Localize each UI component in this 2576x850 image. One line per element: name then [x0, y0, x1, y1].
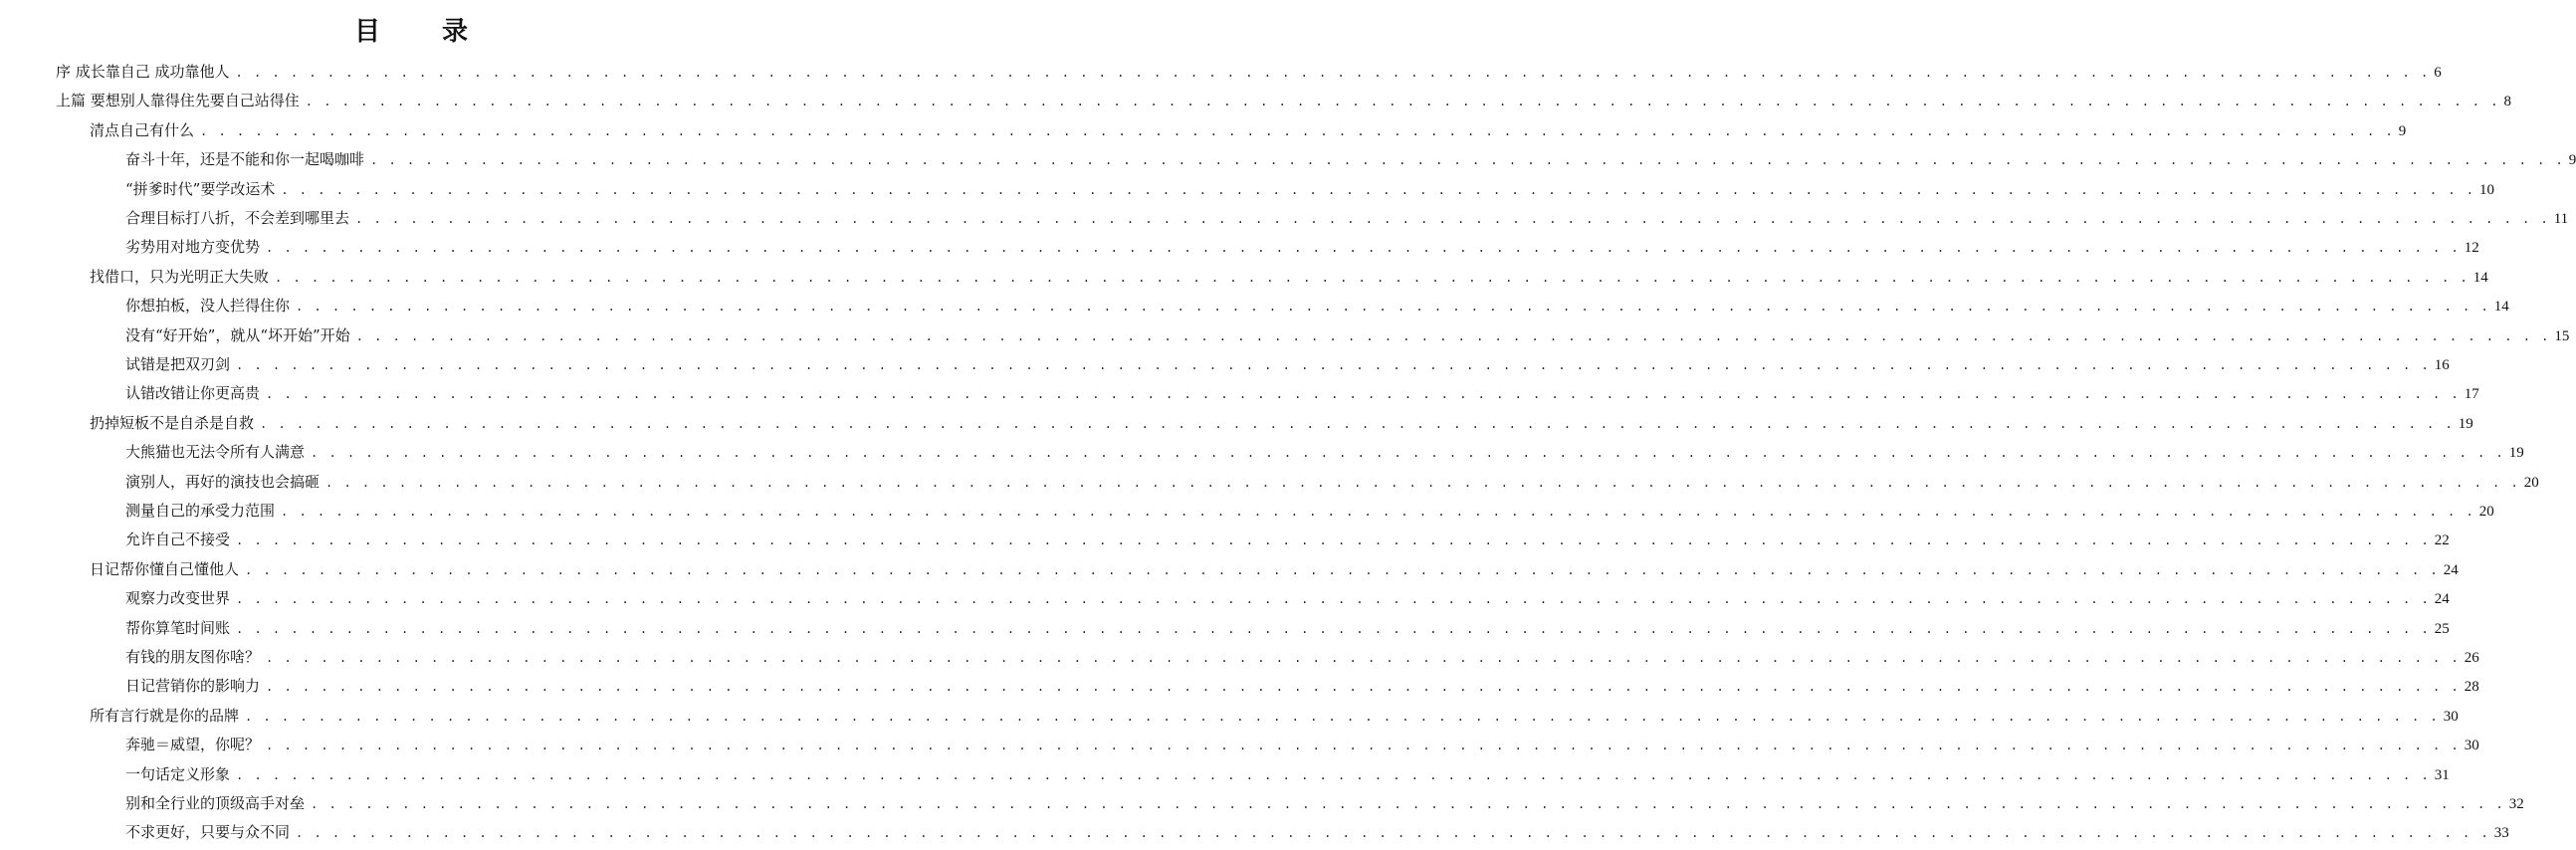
dot-leader: . . . . . . . . . . . . . . . . . . . . . . . . . . . . . . . . . . . . . . . . . . . . . . . . . . . . . . . . . . . . . . . . . . . . . . . . . . . . . . . . . . . . . . . . . . . . . . . . . . . . . . . . . . . . . . . . . . . . . . . .: [355, 212, 2550, 226]
toc-entry-title: 允许自己不接受: [125, 531, 231, 549]
toc-entry-page-number: 31: [2434, 766, 2450, 783]
toc-entry-title: 认错改错让你更高贵: [125, 384, 261, 403]
toc-entry-title: 不求更好，只要与众不同: [125, 823, 291, 842]
toc-entry-page-number: 32: [2508, 796, 2524, 812]
toc-entry-page-number: 19: [2458, 415, 2473, 432]
toc-entry-page-number: 33: [2493, 825, 2509, 842]
toc-entry[interactable]: [125, 789, 2524, 818]
toc-entry[interactable]: [125, 526, 2450, 554]
toc-entry-title: 别和全行业的顶级高手对垒: [125, 794, 306, 812]
toc-entry[interactable]: [56, 58, 2442, 87]
toc-entry-title: 奔驰＝威望，你呢？: [125, 736, 261, 754]
toc-entry-title: 大熊猫也无法令所有人满意: [125, 443, 306, 462]
toc-entry[interactable]: [125, 584, 2450, 613]
toc-entry-title: 试错是把双刃剑: [125, 355, 231, 373]
toc-entry-title: 找借口，只为光明正大失败: [90, 267, 270, 286]
toc-entry-title: 合理目标打八折，不会差到哪里去: [125, 209, 350, 227]
dot-leader: . . . . . . . . . . . . . . . . . . . . . . . . . . . . . . . . . . . . . . . . . . . . . . . . . . . . . . . . . . . . . . . . . . . . . . . . . . . . . . . . . . . . . . . . . . . . . . . . . . . . . . . . . . . . . . . . . . . . . . . .: [236, 358, 2431, 372]
toc-entry-title: 所有言行就是你的品牌: [90, 706, 240, 725]
toc-entry-page-number: 22: [2434, 532, 2450, 549]
toc-entry-title: 有钱的朋友图你啥？: [125, 648, 261, 666]
toc-entry-page-number: 24: [2443, 561, 2459, 578]
dot-leader: . . . . . . . . . . . . . . . . . . . . . . . . . . . . . . . . . . . . . . . . . . . . . . . . . . . . . . . . . . . . . . . . . . . . . . . . . . . . . . . . . . . . . . . . . . . . . . . . . . . . . . . . . . . . . . . . . . . . . . . .: [260, 416, 2455, 431]
toc-entry-title: 序 成长靠自己 成功靠他人: [56, 63, 230, 81]
dot-leader: . . . . . . . . . . . . . . . . . . . . . . . . . . . . . . . . . . . . . . . . . . . . . . . . . . . . . . . . . . . . . . . . . . . . . . . . . . . . . . . . . . . . . . . . . . . . . . . . . . . . . . . . . . . . . . . . . . . . . . . .: [245, 562, 2440, 577]
toc-entry-title: 演别人，再好的演技也会搞砸: [125, 472, 321, 491]
toc-entry[interactable]: [125, 204, 2569, 233]
dot-leader: . . . . . . . . . . . . . . . . . . . . . . . . . . . . . . . . . . . . . . . . . . . . . . . . . . . . . . . . . . . . . . . . . . . . . . . . . . . . . . . . . . . . . . . . . . . . . . . . . . . . . . . . . . . . . . . . . . . . . . . .: [296, 826, 2490, 841]
toc-entry[interactable]: [125, 731, 2479, 759]
dot-leader: . . . . . . . . . . . . . . . . . . . . . . . . . . . . . . . . . . . . . . . . . . . . . . . . . . . . . . . . . . . . . . . . . . . . . . . . . . . . . . . . . . . . . . . . . . . . . . . . . . . . . . . . . . . . . . . . . . . . . . . .: [266, 387, 2461, 402]
toc-entry-title: 奋斗十年，还是不能和你一起喝咖啡: [125, 150, 365, 169]
toc-entry[interactable]: [125, 145, 2576, 174]
dot-leader: . . . . . . . . . . . . . . . . . . . . . . . . . . . . . . . . . . . . . . . . . . . . . . . . . . . . . . . . . . . . . . . . . . . . . . . . . . . . . . . . . . . . . . . . . . . . . . . . . . . . . . . . . . . . . . . . . . . . . . . .: [355, 328, 2551, 343]
toc-entry-page-number: 9: [2568, 152, 2576, 169]
toc-entry-page-number: 25: [2434, 620, 2450, 637]
toc-entry-page-number: 14: [2493, 299, 2509, 316]
toc-entry[interactable]: [90, 116, 2407, 145]
toc-entry[interactable]: [125, 233, 2479, 262]
dot-leader: . . . . . . . . . . . . . . . . . . . . . . . . . . . . . . . . . . . . . . . . . . . . . . . . . . . . . . . . . . . . . . . . . . . . . . . . . . . . . . . . . . . . . . . . . . . . . . . . . . . . . . . . . . . . . . . . . . . . . . . .: [266, 241, 2461, 256]
dot-leader: . . . . . . . . . . . . . . . . . . . . . . . . . . . . . . . . . . . . . . . . . . . . . . . . . . . . . . . . . . . . . . . . . . . . . . . . . . . . . . . . . . . . . . . . . . . . . . . . . . . . . . . . . . . . . . . . . . . . . . . .: [305, 95, 2500, 109]
toc-entry-page-number: 30: [2443, 708, 2459, 725]
toc-entry-page-number: 30: [2464, 738, 2479, 754]
toc-entry-page-number: 11: [2553, 211, 2569, 227]
toc-entry[interactable]: [125, 321, 2570, 350]
dot-leader: . . . . . . . . . . . . . . . . . . . . . . . . . . . . . . . . . . . . . . . . . . . . . . . . . . . . . . . . . . . . . . . . . . . . . . . . . . . . . . . . . . . . . . . . . . . . . . . . . . . . . . . . . . . . . . . . . . . . . . . .: [236, 767, 2431, 782]
toc-entry[interactable]: [125, 760, 2450, 789]
toc-entry-page-number: 16: [2434, 357, 2450, 373]
toc-entry[interactable]: [125, 438, 2524, 467]
dot-leader: . . . . . . . . . . . . . . . . . . . . . . . . . . . . . . . . . . . . . . . . . . . . . . . . . . . . . . . . . . . . . . . . . . . . . . . . . . . . . . . . . . . . . . . . . . . . . . . . . . . . . . . . . . . . . . . . . . . . . . . .: [296, 300, 2490, 315]
toc-entry-page-number: 24: [2434, 591, 2450, 608]
toc-entry[interactable]: [125, 379, 2479, 408]
toc-entry[interactable]: [125, 350, 2450, 379]
toc-entry-page-number: 12: [2464, 240, 2479, 257]
page-title: 目 录: [353, 17, 486, 47]
toc-entry-page-number: 26: [2464, 650, 2479, 666]
toc-entry[interactable]: [125, 643, 2479, 672]
toc-entry-page-number: 9: [2398, 122, 2407, 139]
dot-leader: . . . . . . . . . . . . . . . . . . . . . . . . . . . . . . . . . . . . . . . . . . . . . . . . . . . . . . . . . . . . . . . . . . . . . . . . . . . . . . . . . . . . . . . . . . . . . . . . . . . . . . . . . . . . . . . . . . . . . . . .: [311, 797, 2505, 811]
toc-entry-title: 扔掉短板不是自杀是自救: [90, 413, 255, 432]
toc-entry-page-number: 10: [2479, 181, 2495, 198]
dot-leader: . . . . . . . . . . . . . . . . . . . . . . . . . . . . . . . . . . . . . . . . . . . . . . . . . . . . . . . . . . . . . . . . . . . . . . . . . . . . . . . . . . . . . . . . . . . . . . . . . . . . . . . . . . . . . . . . . . . . . . . .: [266, 680, 2461, 695]
toc-entry[interactable]: [125, 818, 2509, 847]
toc-entry[interactable]: [125, 468, 2539, 497]
toc-entry-title: “拼爹时代”要学改运术: [125, 179, 276, 198]
toc-entry[interactable]: [90, 702, 2459, 731]
dot-leader: . . . . . . . . . . . . . . . . . . . . . . . . . . . . . . . . . . . . . . . . . . . . . . . . . . . . . . . . . . . . . . . . . . . . . . . . . . . . . . . . . . . . . . . . . . . . . . . . . . . . . . . . . . . . . . . . . . . . . . . .: [245, 709, 2440, 724]
toc-entry-title: 你想拍板，没人拦得住你: [125, 297, 291, 316]
toc-entry-title: 测量自己的承受力范围: [125, 502, 276, 520]
toc-entry-title: 没有“好开始”，就从“坏开始”开始: [125, 325, 350, 344]
toc-entry[interactable]: [125, 292, 2509, 320]
dot-leader: . . . . . . . . . . . . . . . . . . . . . . . . . . . . . . . . . . . . . . . . . . . . . . . . . . . . . . . . . . . . . . . . . . . . . . . . . . . . . . . . . . . . . . . . . . . . . . . . . . . . . . . . . . . . . . . . . . . . . . . .: [236, 533, 2431, 548]
dot-leader: . . . . . . . . . . . . . . . . . . . . . . . . . . . . . . . . . . . . . . . . . . . . . . . . . . . . . . . . . . . . . . . . . . . . . . . . . . . . . . . . . . . . . . . . . . . . . . . . . . . . . . . . . . . . . . . . . . . . . . . .: [275, 270, 2469, 285]
dot-leader: . . . . . . . . . . . . . . . . . . . . . . . . . . . . . . . . . . . . . . . . . . . . . . . . . . . . . . . . . . . . . . . . . . . . . . . . . . . . . . . . . . . . . . . . . . . . . . . . . . . . . . . . . . . . . . . . . . . . . . . .: [235, 66, 2431, 80]
toc-entry-title: 观察力改变世界: [125, 589, 231, 608]
toc-entry-page-number: 14: [2472, 269, 2488, 286]
toc-entry-page-number: 20: [2478, 504, 2494, 520]
dot-leader: . . . . . . . . . . . . . . . . . . . . . . . . . . . . . . . . . . . . . . . . . . . . . . . . . . . . . . . . . . . . . . . . . . . . . . . . . . . . . . . . . . . . . . . . . . . . . . . . . . . . . . . . . . . . . . . . . . . . . . . .: [236, 621, 2431, 636]
toc-entry-page-number: 17: [2464, 386, 2479, 403]
dot-leader: . . . . . . . . . . . . . . . . . . . . . . . . . . . . . . . . . . . . . . . . . . . . . . . . . . . . . . . . . . . . . . . . . . . . . . . . . . . . . . . . . . . . . . . . . . . . . . . . . . . . . . . . . . . . . . . . . . . . . . . .: [236, 592, 2431, 607]
toc-entry[interactable]: [90, 409, 2473, 438]
toc-entry[interactable]: [125, 672, 2479, 701]
toc-entry-page-number: 20: [2523, 474, 2539, 491]
toc-entry-page-number: 8: [2503, 94, 2511, 110]
dot-leader: . . . . . . . . . . . . . . . . . . . . . . . . . . . . . . . . . . . . . . . . . . . . . . . . . . . . . . . . . . . . . . . . . . . . . . . . . . . . . . . . . . . . . . . . . . . . . . . . . . . . . . . . . . . . . . . . . . . . . . . .: [370, 153, 2565, 168]
dot-leader: . . . . . . . . . . . . . . . . . . . . . . . . . . . . . . . . . . . . . . . . . . . . . . . . . . . . . . . . . . . . . . . . . . . . . . . . . . . . . . . . . . . . . . . . . . . . . . . . . . . . . . . . . . . . . . . . . . . . . . . .: [266, 651, 2461, 665]
toc-entry[interactable]: [125, 497, 2494, 526]
toc-entry[interactable]: [125, 614, 2450, 643]
toc-entry-title: 清点自己有什么: [90, 120, 195, 139]
toc-entry[interactable]: [90, 555, 2459, 584]
toc-entry[interactable]: [125, 175, 2495, 204]
dot-leader: . . . . . . . . . . . . . . . . . . . . . . . . . . . . . . . . . . . . . . . . . . . . . . . . . . . . . . . . . . . . . . . . . . . . . . . . . . . . . . . . . . . . . . . . . . . . . . . . . . . . . . . . . . . . . . . . . . . . . . . .: [311, 446, 2505, 461]
toc-entry-title: 一句话定义形象: [125, 764, 231, 783]
dot-leader: . . . . . . . . . . . . . . . . . . . . . . . . . . . . . . . . . . . . . . . . . . . . . . . . . . . . . . . . . . . . . . . . . . . . . . . . . . . . . . . . . . . . . . . . . . . . . . . . . . . . . . . . . . . . . . . . . . . . . . . .: [281, 182, 2476, 197]
toc-entry-title: 帮你算笔时间账: [125, 618, 231, 637]
toc-entry-title: 上篇 要想别人靠得住先要自己站得住: [56, 92, 300, 110]
dot-leader: . . . . . . . . . . . . . . . . . . . . . . . . . . . . . . . . . . . . . . . . . . . . . . . . . . . . . . . . . . . . . . . . . . . . . . . . . . . . . . . . . . . . . . . . . . . . . . . . . . . . . . . . . . . . . . . . . . . . . . . .: [281, 505, 2475, 519]
toc-entry-title: 日记营销你的影响力: [125, 677, 261, 696]
dot-leader: . . . . . . . . . . . . . . . . . . . . . . . . . . . . . . . . . . . . . . . . . . . . . . . . . . . . . . . . . . . . . . . . . . . . . . . . . . . . . . . . . . . . . . . . . . . . . . . . . . . . . . . . . . . . . . . . . . . . . . . .: [266, 739, 2461, 753]
dot-leader: . . . . . . . . . . . . . . . . . . . . . . . . . . . . . . . . . . . . . . . . . . . . . . . . . . . . . . . . . . . . . . . . . . . . . . . . . . . . . . . . . . . . . . . . . . . . . . . . . . . . . . . . . . . . . . . . . . . . . . . .: [325, 475, 2520, 490]
dot-leader: . . . . . . . . . . . . . . . . . . . . . . . . . . . . . . . . . . . . . . . . . . . . . . . . . . . . . . . . . . . . . . . . . . . . . . . . . . . . . . . . . . . . . . . . . . . . . . . . . . . . . . . . . . . . . . . . . . . . . . . .: [200, 123, 2395, 138]
toc-entry[interactable]: [90, 263, 2488, 292]
toc-entry-page-number: 6: [2434, 65, 2442, 81]
toc-entry[interactable]: [56, 87, 2511, 115]
toc-entry-page-number: 28: [2464, 679, 2479, 696]
toc-entry-title: 日记帮你懂自己懂他人: [90, 559, 240, 578]
toc-entry-page-number: 15: [2554, 327, 2570, 344]
toc-entry-page-number: 19: [2508, 445, 2524, 462]
toc-entry-title: 劣势用对地方变优势: [125, 238, 261, 257]
